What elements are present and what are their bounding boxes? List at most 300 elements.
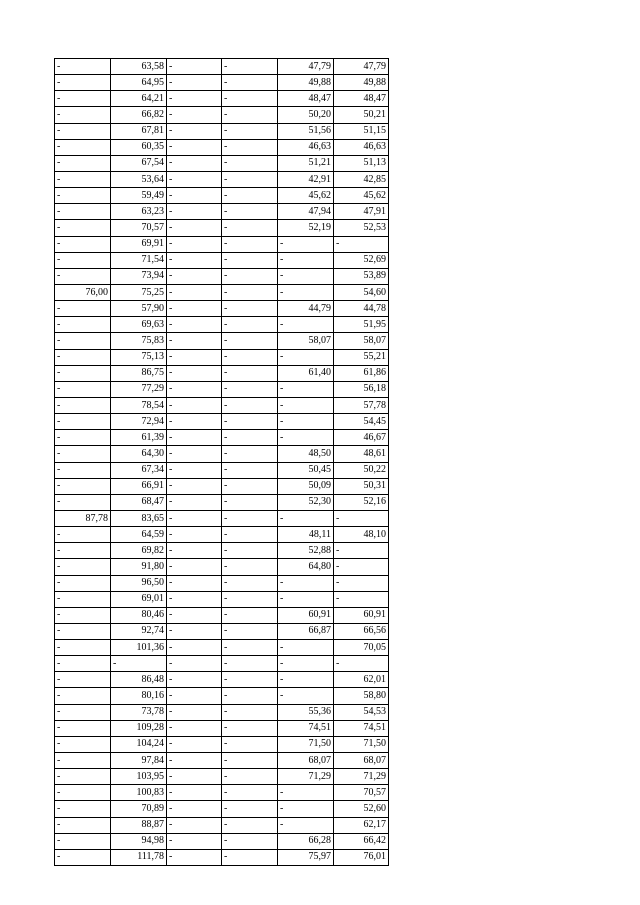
- table-cell: 42,91: [278, 171, 334, 187]
- table-row: [55, 656, 389, 672]
- table-cell: -: [167, 139, 222, 155]
- table-cell: 66,56: [334, 623, 389, 639]
- table-cell: -: [222, 75, 278, 91]
- table-cell: 69,82: [111, 543, 167, 559]
- table-cell: -: [222, 849, 278, 865]
- table-cell: 54,60: [334, 284, 389, 300]
- table-cell: 50,22: [334, 462, 389, 478]
- table-cell: -: [55, 220, 111, 236]
- table-cell: -: [278, 252, 334, 268]
- table-cell: 66,87: [278, 623, 334, 639]
- table-cell: -: [55, 414, 111, 430]
- table-cell: 51,56: [278, 123, 334, 139]
- table-row: [55, 268, 389, 284]
- table-cell: -: [55, 301, 111, 317]
- table-cell: -: [222, 123, 278, 139]
- table-cell: 68,07: [278, 753, 334, 769]
- table-cell: 52,69: [334, 252, 389, 268]
- table-cell: 45,62: [278, 188, 334, 204]
- table-cell: -: [55, 430, 111, 446]
- table-cell: -: [167, 527, 222, 543]
- table-cell: -: [278, 510, 334, 526]
- table-cell: -: [278, 317, 334, 333]
- table-cell: -: [222, 462, 278, 478]
- table-cell: -: [278, 672, 334, 688]
- table-cell: -: [55, 817, 111, 833]
- table-row: [55, 301, 389, 317]
- table-cell: -: [222, 591, 278, 607]
- table-row: [55, 59, 389, 75]
- table-row: [55, 510, 389, 526]
- table-cell: -: [222, 640, 278, 656]
- table-cell: -: [222, 623, 278, 639]
- table-cell: -: [167, 171, 222, 187]
- table-row: [55, 91, 389, 107]
- table-cell: -: [222, 430, 278, 446]
- table-cell: 88,87: [111, 817, 167, 833]
- table-cell: -: [55, 640, 111, 656]
- table-cell: -: [55, 381, 111, 397]
- table-cell: 42,85: [334, 171, 389, 187]
- table-cell: 57,90: [111, 301, 167, 317]
- table-cell: 52,30: [278, 494, 334, 510]
- table-cell: -: [167, 575, 222, 591]
- table-cell: -: [222, 59, 278, 75]
- table-row: [55, 607, 389, 623]
- table-cell: -: [278, 785, 334, 801]
- table-cell: -: [222, 607, 278, 623]
- table-cell: 75,25: [111, 284, 167, 300]
- table-cell: 45,62: [334, 188, 389, 204]
- table-cell: -: [278, 414, 334, 430]
- table-row: [55, 365, 389, 381]
- table-cell: 50,09: [278, 478, 334, 494]
- table-row: [55, 575, 389, 591]
- table-cell: -: [55, 672, 111, 688]
- table-cell: 86,48: [111, 672, 167, 688]
- table-cell: 104,24: [111, 736, 167, 752]
- table-cell: 62,17: [334, 817, 389, 833]
- table-row: [55, 849, 389, 865]
- table-body: [55, 59, 389, 866]
- table-cell: -: [222, 333, 278, 349]
- table-cell: 50,45: [278, 462, 334, 478]
- table-cell: -: [167, 381, 222, 397]
- table-cell: -: [55, 736, 111, 752]
- table-cell: -: [222, 801, 278, 817]
- table-cell: -: [167, 365, 222, 381]
- table-cell: 92,74: [111, 623, 167, 639]
- table-cell: 66,91: [111, 478, 167, 494]
- table-cell: 76,01: [334, 849, 389, 865]
- table-cell: -: [222, 446, 278, 462]
- table-cell: -: [222, 171, 278, 187]
- table-cell: -: [55, 397, 111, 413]
- table-cell: 47,79: [278, 59, 334, 75]
- table-cell: -: [167, 785, 222, 801]
- table-cell: 75,13: [111, 349, 167, 365]
- table-cell: -: [55, 188, 111, 204]
- table-cell: -: [167, 849, 222, 865]
- table-cell: -: [167, 462, 222, 478]
- table-cell: -: [278, 284, 334, 300]
- table-row: [55, 785, 389, 801]
- table-cell: -: [222, 155, 278, 171]
- table-cell: -: [222, 478, 278, 494]
- table-row: [55, 349, 389, 365]
- table-cell: 67,34: [111, 462, 167, 478]
- table-cell: 48,61: [334, 446, 389, 462]
- table-cell: -: [111, 656, 167, 672]
- table-cell: 50,21: [334, 107, 389, 123]
- table-cell: -: [167, 188, 222, 204]
- table-row: [55, 414, 389, 430]
- table-cell: -: [55, 543, 111, 559]
- table-cell: -: [278, 656, 334, 672]
- table-cell: 78,54: [111, 397, 167, 413]
- table-cell: 75,97: [278, 849, 334, 865]
- table-cell: -: [55, 462, 111, 478]
- table-cell: -: [167, 753, 222, 769]
- table-cell: -: [167, 704, 222, 720]
- table-cell: -: [55, 559, 111, 575]
- table-cell: 60,91: [278, 607, 334, 623]
- table-cell: 101,36: [111, 640, 167, 656]
- table-cell: -: [222, 204, 278, 220]
- table-cell: 109,28: [111, 720, 167, 736]
- table-cell: -: [222, 769, 278, 785]
- table-cell: 53,89: [334, 268, 389, 284]
- table-cell: -: [278, 236, 334, 252]
- table-cell: -: [278, 430, 334, 446]
- table-cell: -: [55, 801, 111, 817]
- table-cell: 69,63: [111, 317, 167, 333]
- table-cell: 97,84: [111, 753, 167, 769]
- table-cell: -: [222, 107, 278, 123]
- table-cell: -: [55, 849, 111, 865]
- table-cell: -: [167, 801, 222, 817]
- table-cell: 86,75: [111, 365, 167, 381]
- table-row: [55, 801, 389, 817]
- table-cell: -: [222, 220, 278, 236]
- table-cell: 50,31: [334, 478, 389, 494]
- table-cell: 83,65: [111, 510, 167, 526]
- table-cell: -: [222, 575, 278, 591]
- table-cell: -: [55, 252, 111, 268]
- table-cell: 52,16: [334, 494, 389, 510]
- table-row: [55, 833, 389, 849]
- table-cell: -: [222, 559, 278, 575]
- table-row: [55, 623, 389, 639]
- table-cell: -: [334, 510, 389, 526]
- table-cell: 44,78: [334, 301, 389, 317]
- table-cell: -: [278, 381, 334, 397]
- table-cell: -: [222, 91, 278, 107]
- table-cell: 60,91: [334, 607, 389, 623]
- table-cell: -: [167, 769, 222, 785]
- table-cell: -: [55, 236, 111, 252]
- table-cell: 63,23: [111, 204, 167, 220]
- table-cell: 54,53: [334, 704, 389, 720]
- table-row: [55, 478, 389, 494]
- table-row: [55, 236, 389, 252]
- table-cell: 66,28: [278, 833, 334, 849]
- table-cell: 51,13: [334, 155, 389, 171]
- table-cell: 71,29: [278, 769, 334, 785]
- table-cell: -: [222, 736, 278, 752]
- table-cell: 70,89: [111, 801, 167, 817]
- table-cell: -: [55, 575, 111, 591]
- table-cell: -: [278, 591, 334, 607]
- table-cell: -: [222, 252, 278, 268]
- table-cell: 64,30: [111, 446, 167, 462]
- table-row: [55, 397, 389, 413]
- table-cell: 46,63: [278, 139, 334, 155]
- table-cell: 100,83: [111, 785, 167, 801]
- table-cell: -: [222, 510, 278, 526]
- table-cell: -: [55, 607, 111, 623]
- table-cell: 77,29: [111, 381, 167, 397]
- table-cell: -: [222, 688, 278, 704]
- table-cell: 53,64: [111, 171, 167, 187]
- table-cell: -: [55, 349, 111, 365]
- table-cell: 68,47: [111, 494, 167, 510]
- table-row: [55, 284, 389, 300]
- table-cell: 64,95: [111, 75, 167, 91]
- table-cell: -: [167, 155, 222, 171]
- table-cell: -: [167, 252, 222, 268]
- table-cell: 72,94: [111, 414, 167, 430]
- table-cell: 80,16: [111, 688, 167, 704]
- table-cell: 62,01: [334, 672, 389, 688]
- table-cell: -: [334, 591, 389, 607]
- table-cell: 87,78: [55, 510, 111, 526]
- table-cell: -: [55, 688, 111, 704]
- table-cell: -: [222, 704, 278, 720]
- table-cell: -: [222, 656, 278, 672]
- table-cell: -: [55, 171, 111, 187]
- table-cell: -: [55, 155, 111, 171]
- table-cell: -: [222, 381, 278, 397]
- table-cell: 94,98: [111, 833, 167, 849]
- table-cell: 48,10: [334, 527, 389, 543]
- table-row: [55, 688, 389, 704]
- table-cell: 51,95: [334, 317, 389, 333]
- table-cell: -: [167, 107, 222, 123]
- table-row: [55, 543, 389, 559]
- table-row: [55, 381, 389, 397]
- table-cell: -: [167, 510, 222, 526]
- table-cell: -: [55, 91, 111, 107]
- table-cell: 47,91: [334, 204, 389, 220]
- table-cell: -: [167, 446, 222, 462]
- table-cell: -: [167, 607, 222, 623]
- table-cell: -: [167, 333, 222, 349]
- table-cell: 52,88: [278, 543, 334, 559]
- table-cell: -: [167, 494, 222, 510]
- table-cell: -: [222, 672, 278, 688]
- table-row: [55, 591, 389, 607]
- table-cell: -: [55, 333, 111, 349]
- table-cell: -: [167, 478, 222, 494]
- table-row: [55, 720, 389, 736]
- table-cell: -: [167, 414, 222, 430]
- table-cell: -: [55, 123, 111, 139]
- table-cell: -: [167, 817, 222, 833]
- table-cell: 75,83: [111, 333, 167, 349]
- table-cell: 71,29: [334, 769, 389, 785]
- table-cell: 59,49: [111, 188, 167, 204]
- table-cell: 55,36: [278, 704, 334, 720]
- table-cell: 73,94: [111, 268, 167, 284]
- table-cell: -: [222, 527, 278, 543]
- table-cell: 66,42: [334, 833, 389, 849]
- table-cell: -: [55, 494, 111, 510]
- table-cell: -: [167, 349, 222, 365]
- table-cell: -: [222, 833, 278, 849]
- table-cell: 61,40: [278, 365, 334, 381]
- table-cell: -: [167, 75, 222, 91]
- table-cell: 64,21: [111, 91, 167, 107]
- table-cell: -: [167, 672, 222, 688]
- table-cell: -: [167, 236, 222, 252]
- table-cell: -: [55, 478, 111, 494]
- table-cell: -: [55, 365, 111, 381]
- table-cell: 58,07: [278, 333, 334, 349]
- table-cell: 48,47: [334, 91, 389, 107]
- table-cell: 48,11: [278, 527, 334, 543]
- table-row: [55, 769, 389, 785]
- table-cell: 52,19: [278, 220, 334, 236]
- table-cell: -: [222, 365, 278, 381]
- table-cell: 71,50: [334, 736, 389, 752]
- table-cell: -: [167, 623, 222, 639]
- table-row: [55, 446, 389, 462]
- table-cell: 58,07: [334, 333, 389, 349]
- table-cell: 46,63: [334, 139, 389, 155]
- table-cell: 46,67: [334, 430, 389, 446]
- table-cell: -: [222, 301, 278, 317]
- table-cell: -: [167, 284, 222, 300]
- table-cell: 69,91: [111, 236, 167, 252]
- table-cell: -: [55, 527, 111, 543]
- table-cell: 67,54: [111, 155, 167, 171]
- table-cell: -: [55, 75, 111, 91]
- table-row: [55, 736, 389, 752]
- table-cell: 55,21: [334, 349, 389, 365]
- table-row: [55, 704, 389, 720]
- table-cell: -: [167, 204, 222, 220]
- table-cell: 66,82: [111, 107, 167, 123]
- table-cell: -: [55, 623, 111, 639]
- table-row: [55, 672, 389, 688]
- table-cell: 111,78: [111, 849, 167, 865]
- table-cell: 80,46: [111, 607, 167, 623]
- table-cell: -: [334, 543, 389, 559]
- table-cell: -: [222, 817, 278, 833]
- table-cell: 54,45: [334, 414, 389, 430]
- table-cell: 67,81: [111, 123, 167, 139]
- table-cell: -: [55, 769, 111, 785]
- table-cell: -: [167, 301, 222, 317]
- table-row: [55, 204, 389, 220]
- table-cell: -: [55, 317, 111, 333]
- table-cell: -: [55, 139, 111, 155]
- table-cell: -: [55, 704, 111, 720]
- table-cell: -: [222, 543, 278, 559]
- table-cell: -: [55, 656, 111, 672]
- table-cell: -: [167, 123, 222, 139]
- table-row: [55, 171, 389, 187]
- table-cell: -: [55, 204, 111, 220]
- table-cell: -: [222, 397, 278, 413]
- table-cell: 74,51: [334, 720, 389, 736]
- table-cell: -: [167, 91, 222, 107]
- table-cell: -: [334, 575, 389, 591]
- table-row: [55, 333, 389, 349]
- table-row: [55, 462, 389, 478]
- table-cell: -: [222, 720, 278, 736]
- table-cell: -: [222, 236, 278, 252]
- table-row: [55, 123, 389, 139]
- table-row: [55, 107, 389, 123]
- table-cell: 47,94: [278, 204, 334, 220]
- table-cell: -: [167, 559, 222, 575]
- table-cell: -: [278, 268, 334, 284]
- table-cell: -: [278, 397, 334, 413]
- table-cell: 70,57: [334, 785, 389, 801]
- table-cell: 73,78: [111, 704, 167, 720]
- table-cell: 70,57: [111, 220, 167, 236]
- table-cell: -: [55, 753, 111, 769]
- table-cell: -: [55, 59, 111, 75]
- table-cell: -: [278, 640, 334, 656]
- table-cell: -: [167, 656, 222, 672]
- table-row: [55, 430, 389, 446]
- table-cell: 63,58: [111, 59, 167, 75]
- table-cell: -: [55, 591, 111, 607]
- table-cell: -: [222, 268, 278, 284]
- table-row: [55, 317, 389, 333]
- table-cell: -: [55, 446, 111, 462]
- table-cell: -: [278, 575, 334, 591]
- table-cell: -: [167, 317, 222, 333]
- table-row: [55, 252, 389, 268]
- table-cell: -: [278, 817, 334, 833]
- table-cell: -: [167, 430, 222, 446]
- table-row: [55, 494, 389, 510]
- table-cell: -: [55, 785, 111, 801]
- table-cell: 64,59: [111, 527, 167, 543]
- table-cell: -: [167, 397, 222, 413]
- table-row: [55, 817, 389, 833]
- table-cell: 69,01: [111, 591, 167, 607]
- table-cell: 48,47: [278, 91, 334, 107]
- table-cell: 91,80: [111, 559, 167, 575]
- table-cell: 57,78: [334, 397, 389, 413]
- table-cell: -: [55, 107, 111, 123]
- table-cell: 49,88: [278, 75, 334, 91]
- table-cell: -: [167, 640, 222, 656]
- table-cell: 71,54: [111, 252, 167, 268]
- table-cell: 49,88: [334, 75, 389, 91]
- table-cell: -: [222, 494, 278, 510]
- table-cell: 60,35: [111, 139, 167, 155]
- table-cell: -: [334, 236, 389, 252]
- table-cell: 76,00: [55, 284, 111, 300]
- table-cell: -: [167, 543, 222, 559]
- table-cell: -: [222, 284, 278, 300]
